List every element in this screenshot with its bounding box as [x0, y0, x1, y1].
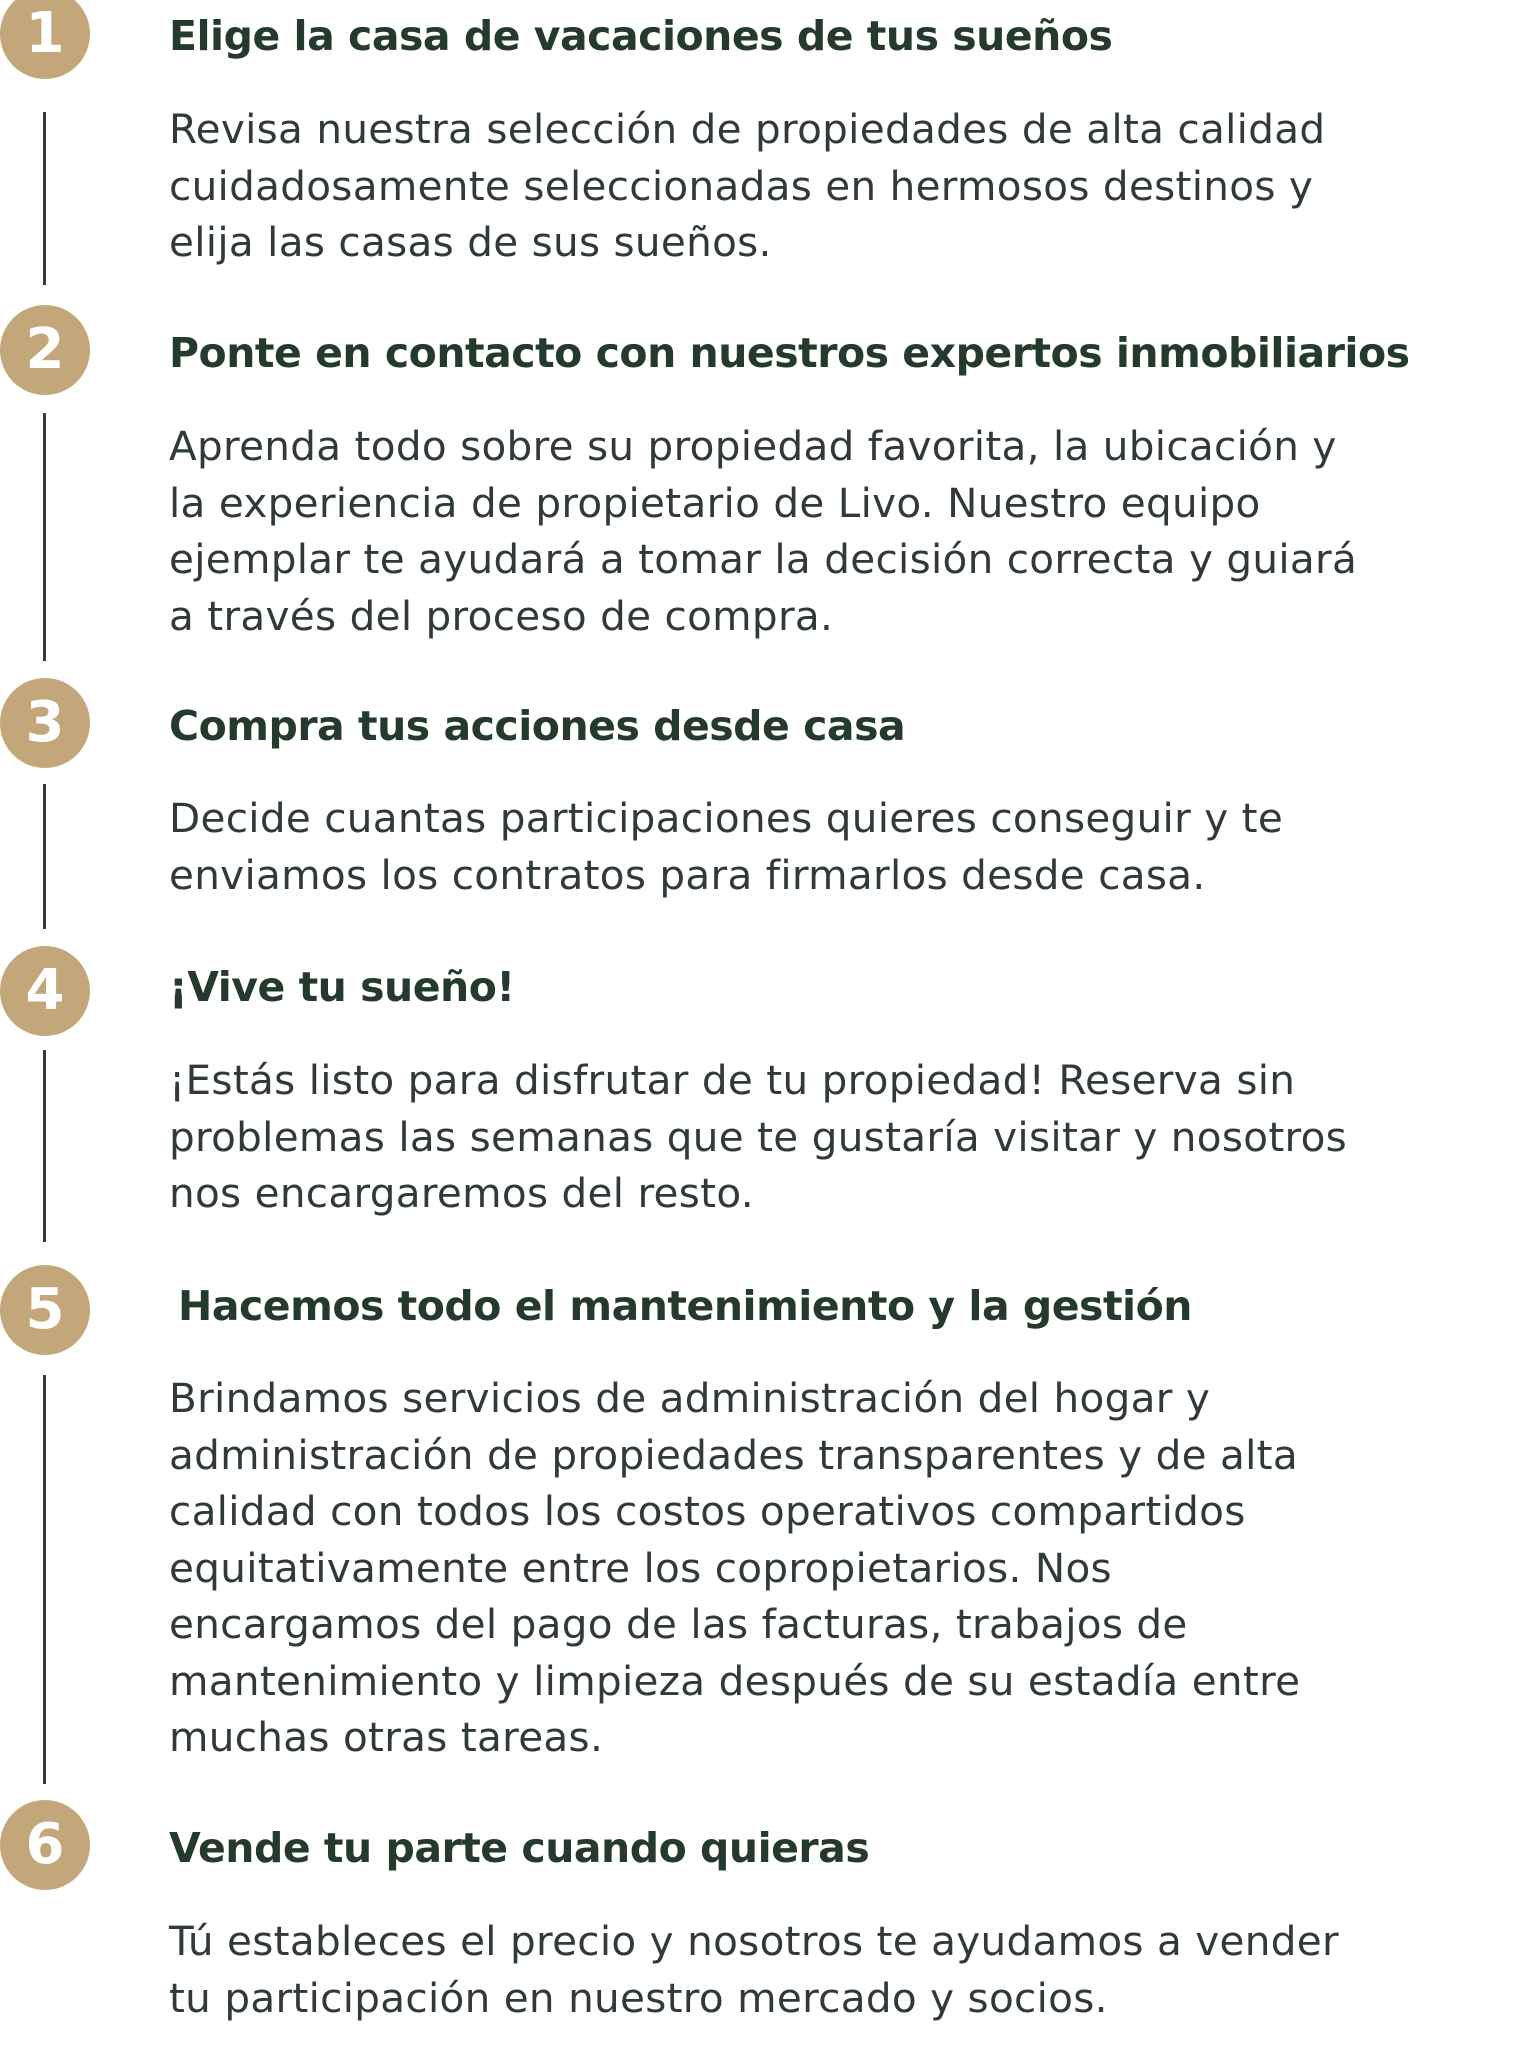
step-6-number-badge: 6 — [0, 1800, 90, 1890]
step-3-number-badge: 3 — [0, 678, 90, 768]
step-2-number-badge: 2 — [0, 305, 90, 395]
step-1-connector-line — [43, 112, 46, 285]
step-2-connector-line — [43, 413, 46, 661]
step-3-description: Decide cuantas participaciones quieres conseguir y te enviamos los contratos para firmarlos desde casa. — [169, 794, 1284, 899]
step-1-number-badge: 1 — [0, 0, 90, 79]
step-3-connector-line — [43, 784, 46, 929]
step-5-title: Hacemos todo el mantenimiento y la gestión — [178, 1282, 1192, 1330]
step-4-description: ¡Estás listo para disfrutar de tu propiedad! Reserva sin problemas las semanas que te gustaría visitar y nosotros nos encargaremos del resto. — [169, 1056, 1348, 1217]
step-4-connector-line — [43, 1050, 46, 1242]
step-4-number-badge: 4 — [0, 946, 90, 1036]
step-6-title: Vende tu parte cuando quieras — [169, 1824, 870, 1872]
step-6-description: Tú estableces el precio y nosotros te ayudamos a vender tu participación en nuestro mercado y socios. — [169, 1917, 1339, 2022]
step-5-number-badge: 5 — [0, 1265, 90, 1355]
step-1-title: Elige la casa de vacaciones de tus sueños — [169, 12, 1113, 60]
step-2-description: Aprenda todo sobre su propiedad favorita, la ubicación y la experiencia de propietario de Livo. Nuestro equipo ejemplar te ayudará a tomar la decisión correcta y guiará a través del proceso de compra. — [169, 422, 1358, 640]
step-4-title: ¡Vive tu sueño! — [169, 963, 515, 1011]
step-3-title: Compra tus acciones desde casa — [169, 702, 906, 750]
step-5-connector-line — [43, 1375, 46, 1784]
step-1-description: Revisa nuestra selección de propiedades de alta calidad cuidadosamente seleccionadas en hermosos destinos y elija las casas de sus sueños. — [169, 105, 1326, 266]
step-5-description: Brindamos servicios de administración del hogar y administración de propiedades transparentes y de alta calidad con todos los costos operativos compartidos equitativamente entre los copropietarios. Nos encargamos del pago de las facturas, trabajos de mantenimiento y limpieza después de su estadía entre muchas otras tareas. — [169, 1374, 1301, 1761]
step-2-title: Ponte en contacto con nuestros expertos inmobiliarios — [169, 329, 1410, 377]
